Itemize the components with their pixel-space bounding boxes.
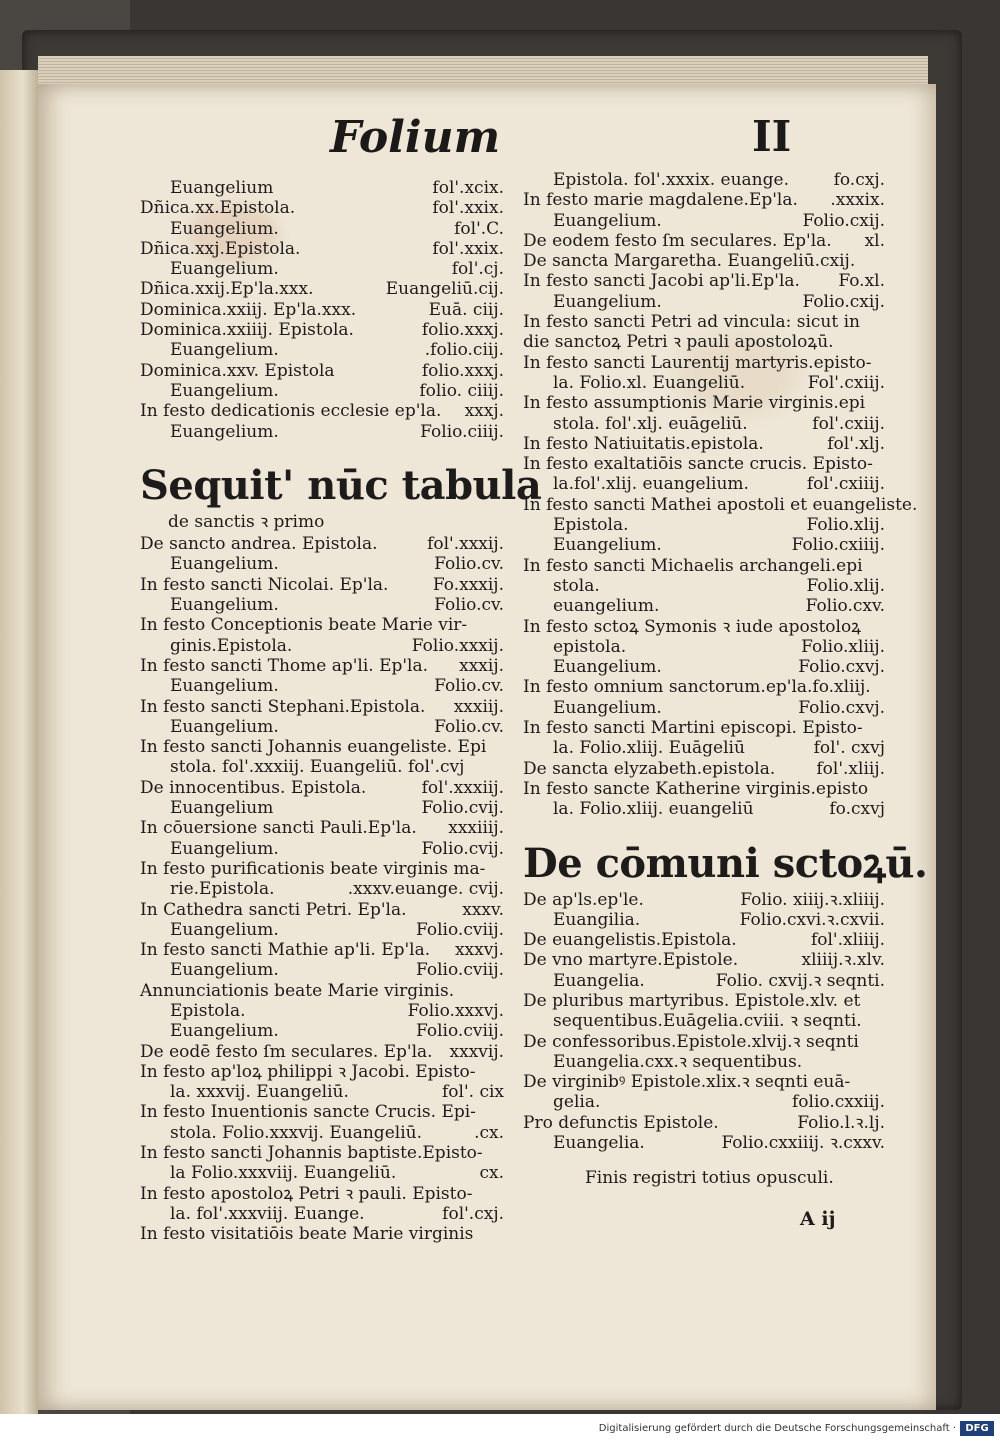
entry-text: In festo sancti Mathei apostoli et euangeliste. bbox=[523, 494, 918, 515]
register-entry bbox=[523, 799, 885, 819]
entry-text: Euangilia. bbox=[553, 909, 641, 930]
register-entry bbox=[140, 615, 504, 635]
entry-text: Euangelium. bbox=[170, 919, 279, 940]
folio-reference: Folio.xxxvj. bbox=[407, 1000, 504, 1021]
folio-reference: .xxxix. bbox=[830, 190, 885, 211]
folio-reference: Euā. ciij. bbox=[428, 299, 504, 320]
folio-reference: fol'.xliiij. bbox=[810, 930, 885, 951]
entry-text: De innocentibus. Epistola. bbox=[140, 777, 367, 798]
folio-reference: Folio.cxij. bbox=[802, 291, 885, 312]
running-title: Folium bbox=[330, 112, 501, 163]
register-entry bbox=[140, 1204, 504, 1224]
register-entry bbox=[140, 920, 504, 940]
register-entry bbox=[523, 698, 885, 718]
entry-text: Euangelium. bbox=[170, 1021, 279, 1042]
entry-text: In festo sancti Johannis baptiste.Episto- bbox=[140, 1143, 483, 1164]
folio-reference: Folio.cxxiiij. ꝛ.cxxv. bbox=[721, 1133, 885, 1154]
entry-text: Euangelium. bbox=[170, 554, 279, 575]
entry-text: la. Folio.xliij. euangeliū bbox=[553, 799, 754, 820]
register-entry bbox=[140, 554, 504, 574]
entry-text: In festo exaltatiōis sancte crucis. Episto- bbox=[523, 454, 873, 475]
entry-text: Euangelia.cxx.ꝛ sequentibus. bbox=[553, 1051, 803, 1072]
register-entry bbox=[523, 170, 885, 190]
folio-reference: xxxiij. bbox=[453, 696, 504, 717]
register-entry bbox=[523, 1113, 885, 1133]
folio-reference: Folio.cxiiij. bbox=[791, 535, 885, 556]
folio-reference: xxxvj. bbox=[454, 940, 504, 961]
entry-text: In festo omnium sanctorum.ep'la.fo.xliij. bbox=[523, 677, 871, 698]
footer-credit: Digitalisierung gefördert durch die Deutsche Forschungsgemeinschaft · bbox=[598, 1423, 956, 1434]
register-entry bbox=[523, 991, 885, 1011]
register-entry bbox=[523, 190, 885, 210]
register-entry bbox=[140, 534, 504, 554]
folio-reference: fol'. cxvj bbox=[813, 738, 885, 759]
register-entry bbox=[523, 637, 885, 657]
left-entries-bottom bbox=[140, 534, 504, 1244]
entry-text: De vno martyre.Epistole. bbox=[523, 950, 739, 971]
register-entry bbox=[140, 340, 504, 360]
register-entry bbox=[140, 1123, 504, 1143]
entry-text: sequentibus.Euāgelia.cviii. ꝛ seqnti. bbox=[553, 1011, 862, 1032]
entry-text: Euangelium. bbox=[170, 380, 279, 401]
section-heading-communi: De cōmuni sctoꝝū. bbox=[523, 839, 928, 887]
entry-text: In festo assumptionis Marie virginis.epi bbox=[523, 393, 866, 414]
folio-reference: Folio.cviij. bbox=[416, 1021, 504, 1042]
register-entry bbox=[140, 757, 504, 777]
entry-text: In festo ap'loꝝ philippi ꝛ Jacobi. Episto- bbox=[140, 1061, 476, 1082]
register-entry bbox=[140, 717, 504, 737]
folio-reference: .cx. bbox=[474, 1122, 504, 1143]
entry-text: In festo sctoꝝ Symonis ꝛ iude apostoloꝝ bbox=[523, 616, 862, 637]
register-entry bbox=[140, 1082, 504, 1102]
register-entry bbox=[523, 556, 885, 576]
folio-reference: fol'.xliij. bbox=[816, 758, 885, 779]
entry-text: In festo sancti Martini episcopi. Episto- bbox=[523, 718, 863, 739]
register-entry bbox=[140, 1102, 504, 1122]
entry-text: Euangelium. bbox=[170, 676, 279, 697]
register-entry bbox=[523, 535, 885, 555]
register-entry bbox=[523, 1133, 885, 1153]
register-entry bbox=[523, 657, 885, 677]
folio-reference: Folio.cviij. bbox=[416, 919, 504, 940]
entry-text: In festo sancti Jacobi ap'li.Ep'la. bbox=[523, 271, 800, 292]
register-entry bbox=[523, 353, 885, 373]
entry-text: ginis.Epistola. bbox=[170, 635, 293, 656]
register-entry bbox=[523, 1011, 885, 1031]
register-entry bbox=[140, 1163, 504, 1183]
register-entry bbox=[523, 677, 885, 697]
entry-text: De pluribus martyribus. Epistole.xlv. et bbox=[523, 990, 861, 1011]
register-entry bbox=[523, 1032, 885, 1052]
entry-text: Epistola. fol'.xxxix. euange. bbox=[553, 170, 789, 190]
folio-reference: cx. bbox=[479, 1163, 504, 1184]
register-entry bbox=[140, 219, 504, 239]
register-entry bbox=[140, 879, 504, 899]
entry-text: la. Folio.xl. Euangeliū. bbox=[553, 372, 746, 393]
register-entry bbox=[523, 312, 885, 332]
entry-text: De sancta Margaretha. Euangeliū.cxij. bbox=[523, 251, 856, 272]
folio-reference: Folio.cxvj. bbox=[798, 657, 885, 678]
register-entry bbox=[140, 401, 504, 421]
folio-reference: xxxvij. bbox=[449, 1041, 504, 1062]
register-entry bbox=[140, 361, 504, 381]
entry-text: In festo sancti Laurentij martyris.episto- bbox=[523, 352, 872, 373]
register-entry bbox=[140, 798, 504, 818]
folio-reference: Euangeliū.cij. bbox=[385, 279, 504, 300]
folio-reference: Folio.xxxij. bbox=[411, 635, 504, 656]
entry-text: Dñica.xx.Epistola. bbox=[140, 198, 296, 219]
entry-text: In festo sancte Katherine virginis.episto bbox=[523, 778, 869, 799]
register-entry bbox=[523, 414, 885, 434]
register-entry bbox=[523, 1092, 885, 1112]
folio-reference: Folio.l.ꝛ.lj. bbox=[797, 1112, 885, 1133]
entry-text: stola. fol'.xlj. euāgeliū. bbox=[553, 413, 748, 434]
register-entry bbox=[140, 1021, 504, 1041]
register-entry bbox=[523, 718, 885, 738]
folio-reference: Folio. xiiij.ꝛ.xliiij. bbox=[740, 889, 885, 910]
register-entry bbox=[523, 759, 885, 779]
folio-reference: folio. ciiij. bbox=[419, 380, 504, 401]
entry-text: Dñica.xxj.Epistola. bbox=[140, 238, 301, 259]
entry-text: Euangelium. bbox=[553, 291, 662, 312]
register-entry bbox=[523, 596, 885, 616]
register-entry bbox=[523, 890, 885, 910]
register-entry bbox=[140, 697, 504, 717]
register-entry bbox=[140, 239, 504, 259]
colophon: Finis registri totius opusculi. bbox=[585, 1168, 834, 1188]
entry-text: Euangelium. bbox=[170, 595, 279, 616]
entry-text: la.fol'.xlij. euangelium. bbox=[553, 474, 749, 495]
entry-text: De ap'ls.ep'le. bbox=[523, 889, 644, 910]
register-entry bbox=[523, 211, 885, 231]
entry-text: Euangelia. bbox=[553, 970, 645, 991]
entry-text: Pro defunctis Epistole. bbox=[523, 1112, 719, 1133]
entry-text: In festo Natiuitatis.epistola. bbox=[523, 433, 764, 454]
left-column bbox=[140, 178, 542, 1245]
folio-reference: .xxxv.euange. cvij. bbox=[347, 879, 504, 900]
entry-text: Euangelium. bbox=[170, 340, 279, 361]
register-entry bbox=[140, 1224, 504, 1244]
folio-reference: .folio.ciij. bbox=[424, 340, 504, 361]
register-entry bbox=[523, 292, 885, 312]
folio-reference: Folio.cv. bbox=[434, 716, 504, 737]
folio-reference: xxxj. bbox=[464, 401, 504, 422]
register-entry bbox=[523, 930, 885, 950]
folio-reference: Folio.xlij. bbox=[806, 515, 885, 536]
entry-text: De virginibꝰ Epistole.xlix.ꝛ seqnti euā- bbox=[523, 1072, 851, 1093]
right-entries-bottom bbox=[523, 890, 885, 1154]
entry-text: In festo Conceptionis beate Marie vir- bbox=[140, 615, 468, 636]
register-entry bbox=[523, 738, 885, 758]
entry-text: De sancta elyzabeth.epistola. bbox=[523, 758, 776, 779]
folio-reference: folio.xxxj. bbox=[421, 360, 504, 381]
folio-reference: Folio.cxv. bbox=[805, 596, 885, 617]
folio-reference: fol'.xxxij. bbox=[427, 534, 504, 555]
folio-reference: Folio.cviij. bbox=[416, 960, 504, 981]
entry-text: Euangelium. bbox=[170, 218, 279, 239]
folio-reference: fol'.C. bbox=[454, 218, 504, 239]
entry-text: Euangelium. bbox=[553, 697, 662, 718]
register-entry bbox=[140, 595, 504, 615]
folio-reference: fol'.xcix. bbox=[432, 178, 504, 198]
book-gutter bbox=[0, 70, 38, 1414]
entry-text: De eodem festo ſm seculares. Ep'la. bbox=[523, 230, 832, 251]
register-entry bbox=[523, 515, 885, 535]
folio-reference: fol'.cxj. bbox=[442, 1203, 504, 1224]
folio-reference: fol'.xxxiij. bbox=[421, 777, 504, 798]
folio-reference: Fol'.cxiij. bbox=[807, 372, 885, 393]
entry-text: la Folio.xxxviij. Euangeliū. bbox=[170, 1163, 397, 1184]
folio-reference: Folio. cxvij.ꝛ seqnti. bbox=[715, 970, 885, 991]
register-entry bbox=[140, 636, 504, 656]
register-entry bbox=[140, 1184, 504, 1204]
entry-text: In cōuersione sancti Pauli.Ep'la. bbox=[140, 818, 417, 839]
register-entry bbox=[140, 859, 504, 879]
entry-text: In festo sancti Nicolai. Ep'la. bbox=[140, 574, 389, 595]
section-heading-sanctis: Sequit' nūc tabula bbox=[140, 461, 542, 509]
register-entry bbox=[523, 474, 885, 494]
register-entry bbox=[140, 300, 504, 320]
register-entry bbox=[523, 1052, 885, 1072]
register-entry bbox=[523, 271, 885, 291]
entry-text: In festo dedicationis ecclesie ep'la. bbox=[140, 401, 442, 422]
register-entry bbox=[523, 910, 885, 930]
entry-text: stola. Folio.xxxvij. Euangeliū. bbox=[170, 1122, 422, 1143]
folio-reference: fol'.cxiiij. bbox=[806, 474, 885, 495]
entry-text: In festo visitatiōis beate Marie virginis bbox=[140, 1224, 474, 1245]
folio-reference: Folio.cvij. bbox=[421, 838, 504, 859]
folio-reference: xxxiiij. bbox=[448, 818, 504, 839]
entry-text: Euangelium. bbox=[170, 838, 279, 859]
folio-reference: Fo.xxxij. bbox=[432, 574, 504, 595]
folio-reference: Folio.cxvj. bbox=[798, 697, 885, 718]
entry-text: Epistola. bbox=[553, 515, 629, 536]
register-entry bbox=[140, 1001, 504, 1021]
register-entry bbox=[523, 332, 885, 352]
folio-reference: fo.cxvj bbox=[829, 799, 885, 820]
entry-text: die sanctoꝝ Petri ꝛ pauli apostoloꝝū. bbox=[523, 332, 834, 353]
entry-text: De euangelistis.Epistola. bbox=[523, 930, 737, 951]
register-entry bbox=[523, 576, 885, 596]
register-entry bbox=[140, 381, 504, 401]
register-entry bbox=[140, 575, 504, 595]
register-entry bbox=[523, 971, 885, 991]
entry-text: Euangelium. bbox=[170, 716, 279, 737]
entry-text: De eodē festo ſm seculares. Ep'la. bbox=[140, 1041, 433, 1062]
folio-reference: Folio.xliij. bbox=[801, 636, 885, 657]
entry-text: Euangelium bbox=[170, 178, 274, 198]
entry-text: De confessoribus.Epistole.xlvij.ꝛ seqnti bbox=[523, 1031, 859, 1052]
register-entry bbox=[140, 279, 504, 299]
folio-reference: xl. bbox=[864, 230, 885, 251]
folio-reference: Folio.ciiij. bbox=[420, 421, 504, 442]
register-entry bbox=[140, 1042, 504, 1062]
entry-text: In festo sancti Petri ad vincula: sicut in bbox=[523, 312, 860, 333]
folio-reference: fol'.cxiij. bbox=[812, 413, 885, 434]
entry-text: rie.Epistola. bbox=[170, 879, 275, 900]
entry-text: stola. bbox=[553, 575, 600, 596]
folio-reference: Folio.cxvi.ꝛ.cxvii. bbox=[739, 909, 885, 930]
entry-text: gelia. bbox=[553, 1092, 601, 1113]
register-entry bbox=[140, 1062, 504, 1082]
folio-reference: xxxv. bbox=[462, 899, 504, 920]
entry-text: la. fol'.xxxviij. Euange. bbox=[170, 1203, 365, 1224]
register-entry bbox=[140, 656, 504, 676]
register-entry bbox=[523, 231, 885, 251]
register-entry bbox=[523, 454, 885, 474]
entry-text: In festo apostoloꝝ Petri ꝛ pauli. Episto- bbox=[140, 1183, 473, 1204]
register-entry bbox=[140, 940, 504, 960]
folio-reference: Folio.cv. bbox=[434, 676, 504, 697]
entry-text: la. xxxvij. Euangeliū. bbox=[170, 1082, 349, 1103]
folio-reference: Fo.xl. bbox=[838, 271, 885, 292]
register-entry bbox=[523, 950, 885, 970]
entry-text: Dominica.xxiiij. Epistola. bbox=[140, 320, 354, 341]
entry-text: epistola. bbox=[553, 636, 627, 657]
entry-text: Euangelium. bbox=[553, 210, 662, 231]
entry-text: Dominica.xxv. Epistola bbox=[140, 360, 335, 381]
folio-reference: fol'.xxix. bbox=[432, 198, 504, 219]
register-entry bbox=[523, 779, 885, 799]
register-entry bbox=[523, 494, 918, 515]
folio-reference: folio.cxxiij. bbox=[792, 1092, 885, 1113]
entry-text: Euangelium. bbox=[553, 535, 662, 556]
register-entry bbox=[523, 434, 885, 454]
entry-text: In festo sancti Michaelis archangeli.epi bbox=[523, 555, 863, 576]
folio-reference: fol'.xxix. bbox=[432, 238, 504, 259]
section-subheading: de sanctis ꝛ primo bbox=[168, 511, 325, 532]
entry-text: Euangelium. bbox=[170, 421, 279, 442]
entry-text: De sancto andrea. Epistola. bbox=[140, 534, 378, 555]
folio-reference: fo.cxj. bbox=[833, 170, 885, 190]
folio-reference: Folio.cv. bbox=[434, 554, 504, 575]
register-entry bbox=[140, 422, 504, 442]
signature-mark: A ij bbox=[800, 1208, 836, 1230]
entry-text: Dñica.xxij.Ep'la.xxx. bbox=[140, 279, 314, 300]
right-entries-top bbox=[523, 170, 918, 820]
register-entry bbox=[523, 617, 885, 637]
entry-text: Euangelium. bbox=[170, 259, 279, 280]
left-entries-top bbox=[140, 178, 504, 442]
register-entry bbox=[140, 259, 504, 279]
register-entry bbox=[140, 178, 504, 198]
register-entry bbox=[523, 393, 885, 413]
register-entry bbox=[140, 900, 504, 920]
folio-reference: Folio.cxij. bbox=[802, 210, 885, 231]
folio-reference: folio.xxxj. bbox=[421, 320, 504, 341]
entry-text: In festo purificationis beate virginis ma- bbox=[140, 858, 486, 879]
folio-reference: xliiij.ꝛ.xlv. bbox=[801, 950, 885, 971]
footer-bar bbox=[0, 1414, 1000, 1444]
entry-text: In festo marie magdalene.Ep'la. bbox=[523, 190, 798, 211]
folio-reference: fol'. cix bbox=[442, 1082, 504, 1103]
dfg-logo: DFG bbox=[960, 1421, 994, 1436]
register-entry bbox=[140, 778, 504, 798]
entry-text: euangelium. bbox=[553, 596, 660, 617]
register-entry bbox=[140, 818, 504, 838]
entry-text: In festo sancti Thome ap'li. Ep'la. bbox=[140, 655, 429, 676]
folio-reference: Folio.cvij. bbox=[421, 798, 504, 819]
register-entry bbox=[140, 320, 504, 340]
entry-text: stola. fol'.xxxiij. Euangeliū. fol'.cvj bbox=[170, 757, 465, 778]
register-entry bbox=[140, 198, 504, 218]
register-entry bbox=[140, 676, 504, 696]
leaf-number: II bbox=[752, 112, 792, 161]
register-entry bbox=[140, 960, 504, 980]
register-entry bbox=[523, 373, 885, 393]
register-entry bbox=[523, 1072, 885, 1092]
entry-text: Euangelia. bbox=[553, 1133, 645, 1154]
right-column bbox=[523, 170, 928, 1154]
entry-text: Euangelium. bbox=[553, 657, 662, 678]
entry-text: Dominica.xxiij. Ep'la.xxx. bbox=[140, 299, 357, 320]
folio-reference: Folio.cv. bbox=[434, 595, 504, 616]
folio-reference: xxxij. bbox=[459, 655, 504, 676]
register-entry bbox=[140, 737, 504, 757]
register-entry bbox=[140, 839, 504, 859]
register-entry bbox=[140, 1143, 504, 1163]
entry-text: In festo sancti Mathie ap'li. Ep'la. bbox=[140, 940, 431, 961]
entry-text: In festo Inuentionis sancte Crucis. Epi- bbox=[140, 1102, 476, 1123]
entry-text: In Cathedra sancti Petri. Ep'la. bbox=[140, 899, 407, 920]
folio-reference: fol'.cj. bbox=[451, 259, 504, 280]
entry-text: la. Folio.xliij. Euāgeliū bbox=[553, 738, 745, 759]
entry-text: In festo sancti Stephani.Epistola. bbox=[140, 696, 426, 717]
folio-reference: fol'.xlj. bbox=[827, 433, 885, 454]
register-entry bbox=[140, 981, 504, 1001]
entry-text: Euangelium bbox=[170, 798, 274, 819]
register-entry bbox=[523, 251, 885, 271]
entry-text: In festo sancti Johannis euangeliste. Epi bbox=[140, 737, 487, 758]
entry-text: Annunciationis beate Marie virginis. bbox=[140, 980, 455, 1001]
entry-text: Epistola. bbox=[170, 1000, 246, 1021]
entry-text: Euangelium. bbox=[170, 960, 279, 981]
folio-reference: Folio.xlij. bbox=[806, 575, 885, 596]
